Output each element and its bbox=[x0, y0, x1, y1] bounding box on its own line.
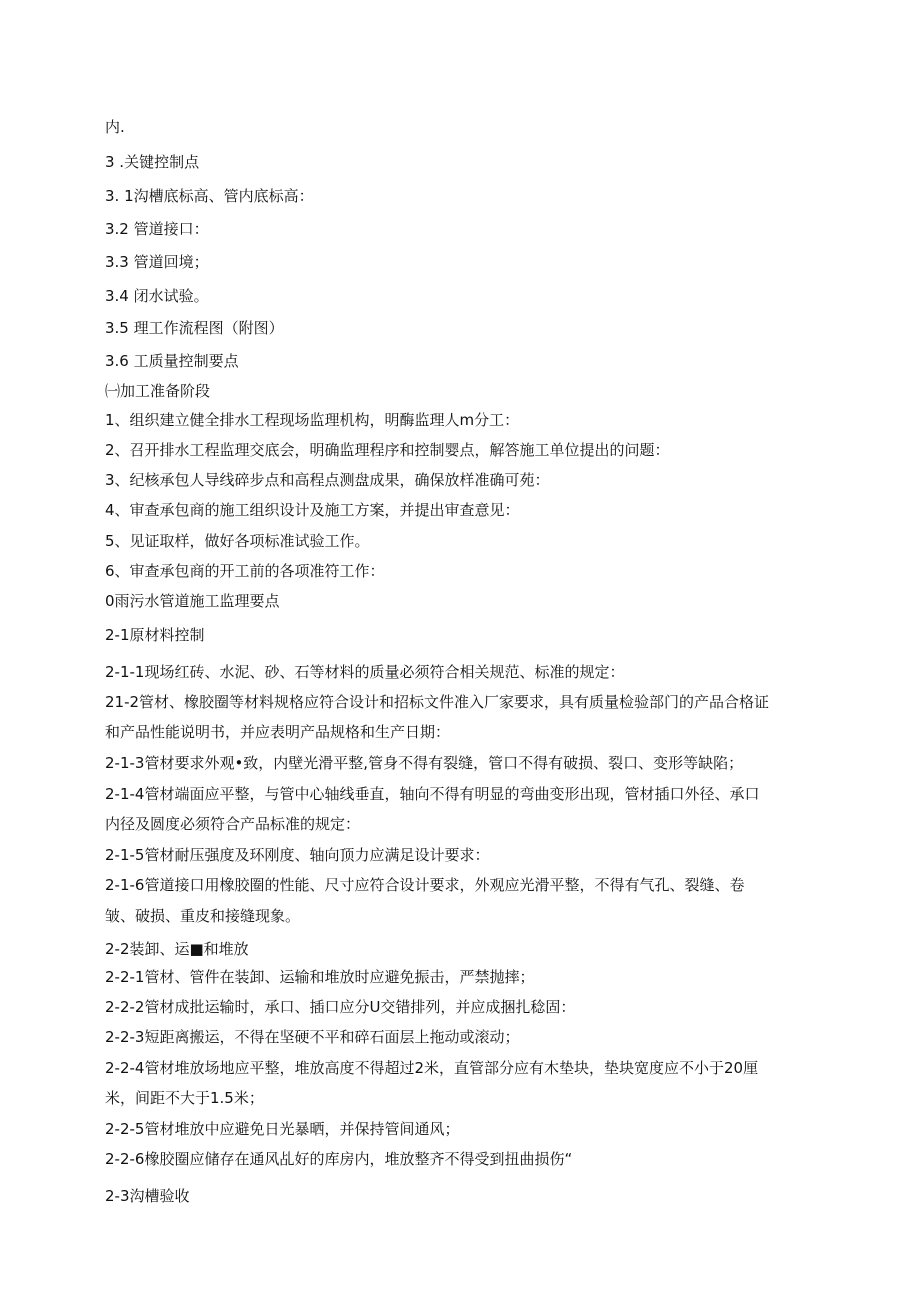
text-line: 2-2-4管材堆放场地应平整，堆放高度不得超过2米，直管部分应有木垫块，垫块宽度应不小于20厘 bbox=[105, 1059, 759, 1077]
subsection-heading: ㈠加工准备阶段 bbox=[105, 382, 211, 400]
text-line: 2-1-3管材要求外观•致，内壁光滑平整,管身不得有裂缝，管口不得有破损、裂口、变形等缺陷； bbox=[105, 754, 744, 772]
text-line: 3. 1沟槽底标高、管内底标高： bbox=[105, 187, 314, 205]
text-line: 2-2-5管材堆放中应避免日光暴晒，并保持管间通风； bbox=[105, 1120, 460, 1138]
text-line: 2-2-1管材、管件在装卸、运输和堆放时应避免振击，严禁抛摔； bbox=[105, 968, 535, 986]
text-line: 3.5 理工作流程图（附图） bbox=[105, 319, 284, 337]
text-line: 2-2-2管材成批运输时，承口、插口应分U交错排列，并应成捆扎稔固： bbox=[105, 998, 576, 1016]
text-line: 3.3 管道回境； bbox=[105, 253, 209, 271]
text-line: 内. bbox=[105, 118, 125, 136]
text-line: 皱、破损、重皮和接缝现象。 bbox=[105, 907, 301, 925]
text-line: 3.2 管道接口： bbox=[105, 220, 209, 238]
text-line: 2-1-1现场红砖、水泥、砂、石等材料的质量必须符合相关规范、标准的规定： bbox=[105, 663, 625, 681]
text-line: 3、纪核承包人导线碎步点和高程点测盘成果，确保放样准确可苑： bbox=[105, 471, 550, 489]
text-line: 内径及圆度必须符合产品标准的规定： bbox=[105, 815, 361, 833]
text-line: 3.4 闭水试验。 bbox=[105, 287, 209, 305]
text-line: 21-2管材、橡胶圈等材料规格应符合设计和招标文件准入厂家要求，具有质量检验部门的产品合格证 bbox=[105, 693, 770, 711]
text-line: 5、见证取样，做好各项标准试验工作。 bbox=[105, 532, 370, 550]
text-line: 和产品性能说明书，并应表明产品规格和生产日期： bbox=[105, 723, 451, 741]
section-heading: 3 .关键控制点 bbox=[105, 153, 200, 171]
text-line: 4、审查承包商的施工组织设计及施工方案，并提出审查意见： bbox=[105, 501, 520, 519]
text-line: 6、审查承包商的开工前的各项准符工作： bbox=[105, 562, 385, 580]
text-line: 米，间距不大于1.5米； bbox=[105, 1089, 264, 1107]
section-heading: 2-2装卸、运■和堆放 bbox=[105, 940, 249, 958]
text-line: 2-2-3短距离搬运，不得在坚硬不平和碎石面层上拖动或滚动； bbox=[105, 1028, 520, 1046]
text-line: 2-1-5管材耐压强度及环刚度、轴向顶力应满足设计要求： bbox=[105, 846, 490, 864]
text-line: 3.6 工质量控制要点 bbox=[105, 352, 239, 370]
section-heading: 2-3沟槽验收 bbox=[105, 1187, 190, 1205]
text-line: 2-1-4管材端面应平整，与管中心轴线垂直，轴向不得有明显的弯曲变形出现，管材插口外径、承口 bbox=[105, 785, 760, 803]
text-line: 1、组织建立健全排水工程现场监理机构，明酶监理人m分工： bbox=[105, 411, 520, 429]
subsection-heading: 0雨污水管道施工监理要点 bbox=[105, 592, 280, 610]
text-line: 2、召开排水工程监理交底会，明确监理程序和控制婴点，解答施工单位提出的问题： bbox=[105, 441, 670, 459]
section-heading: 2-1原材料控制 bbox=[105, 626, 205, 644]
text-line: 2-1-6管道接口用橡胶圈的性能、尺寸应符合设计要求，外观应光滑平整，不得有气孔、裂缝、卷 bbox=[105, 876, 745, 894]
text-line: 2-2-6橡胶圈应储存在通风乩好的库房内，堆放整齐不得受到扭曲损伤“ bbox=[105, 1150, 573, 1168]
